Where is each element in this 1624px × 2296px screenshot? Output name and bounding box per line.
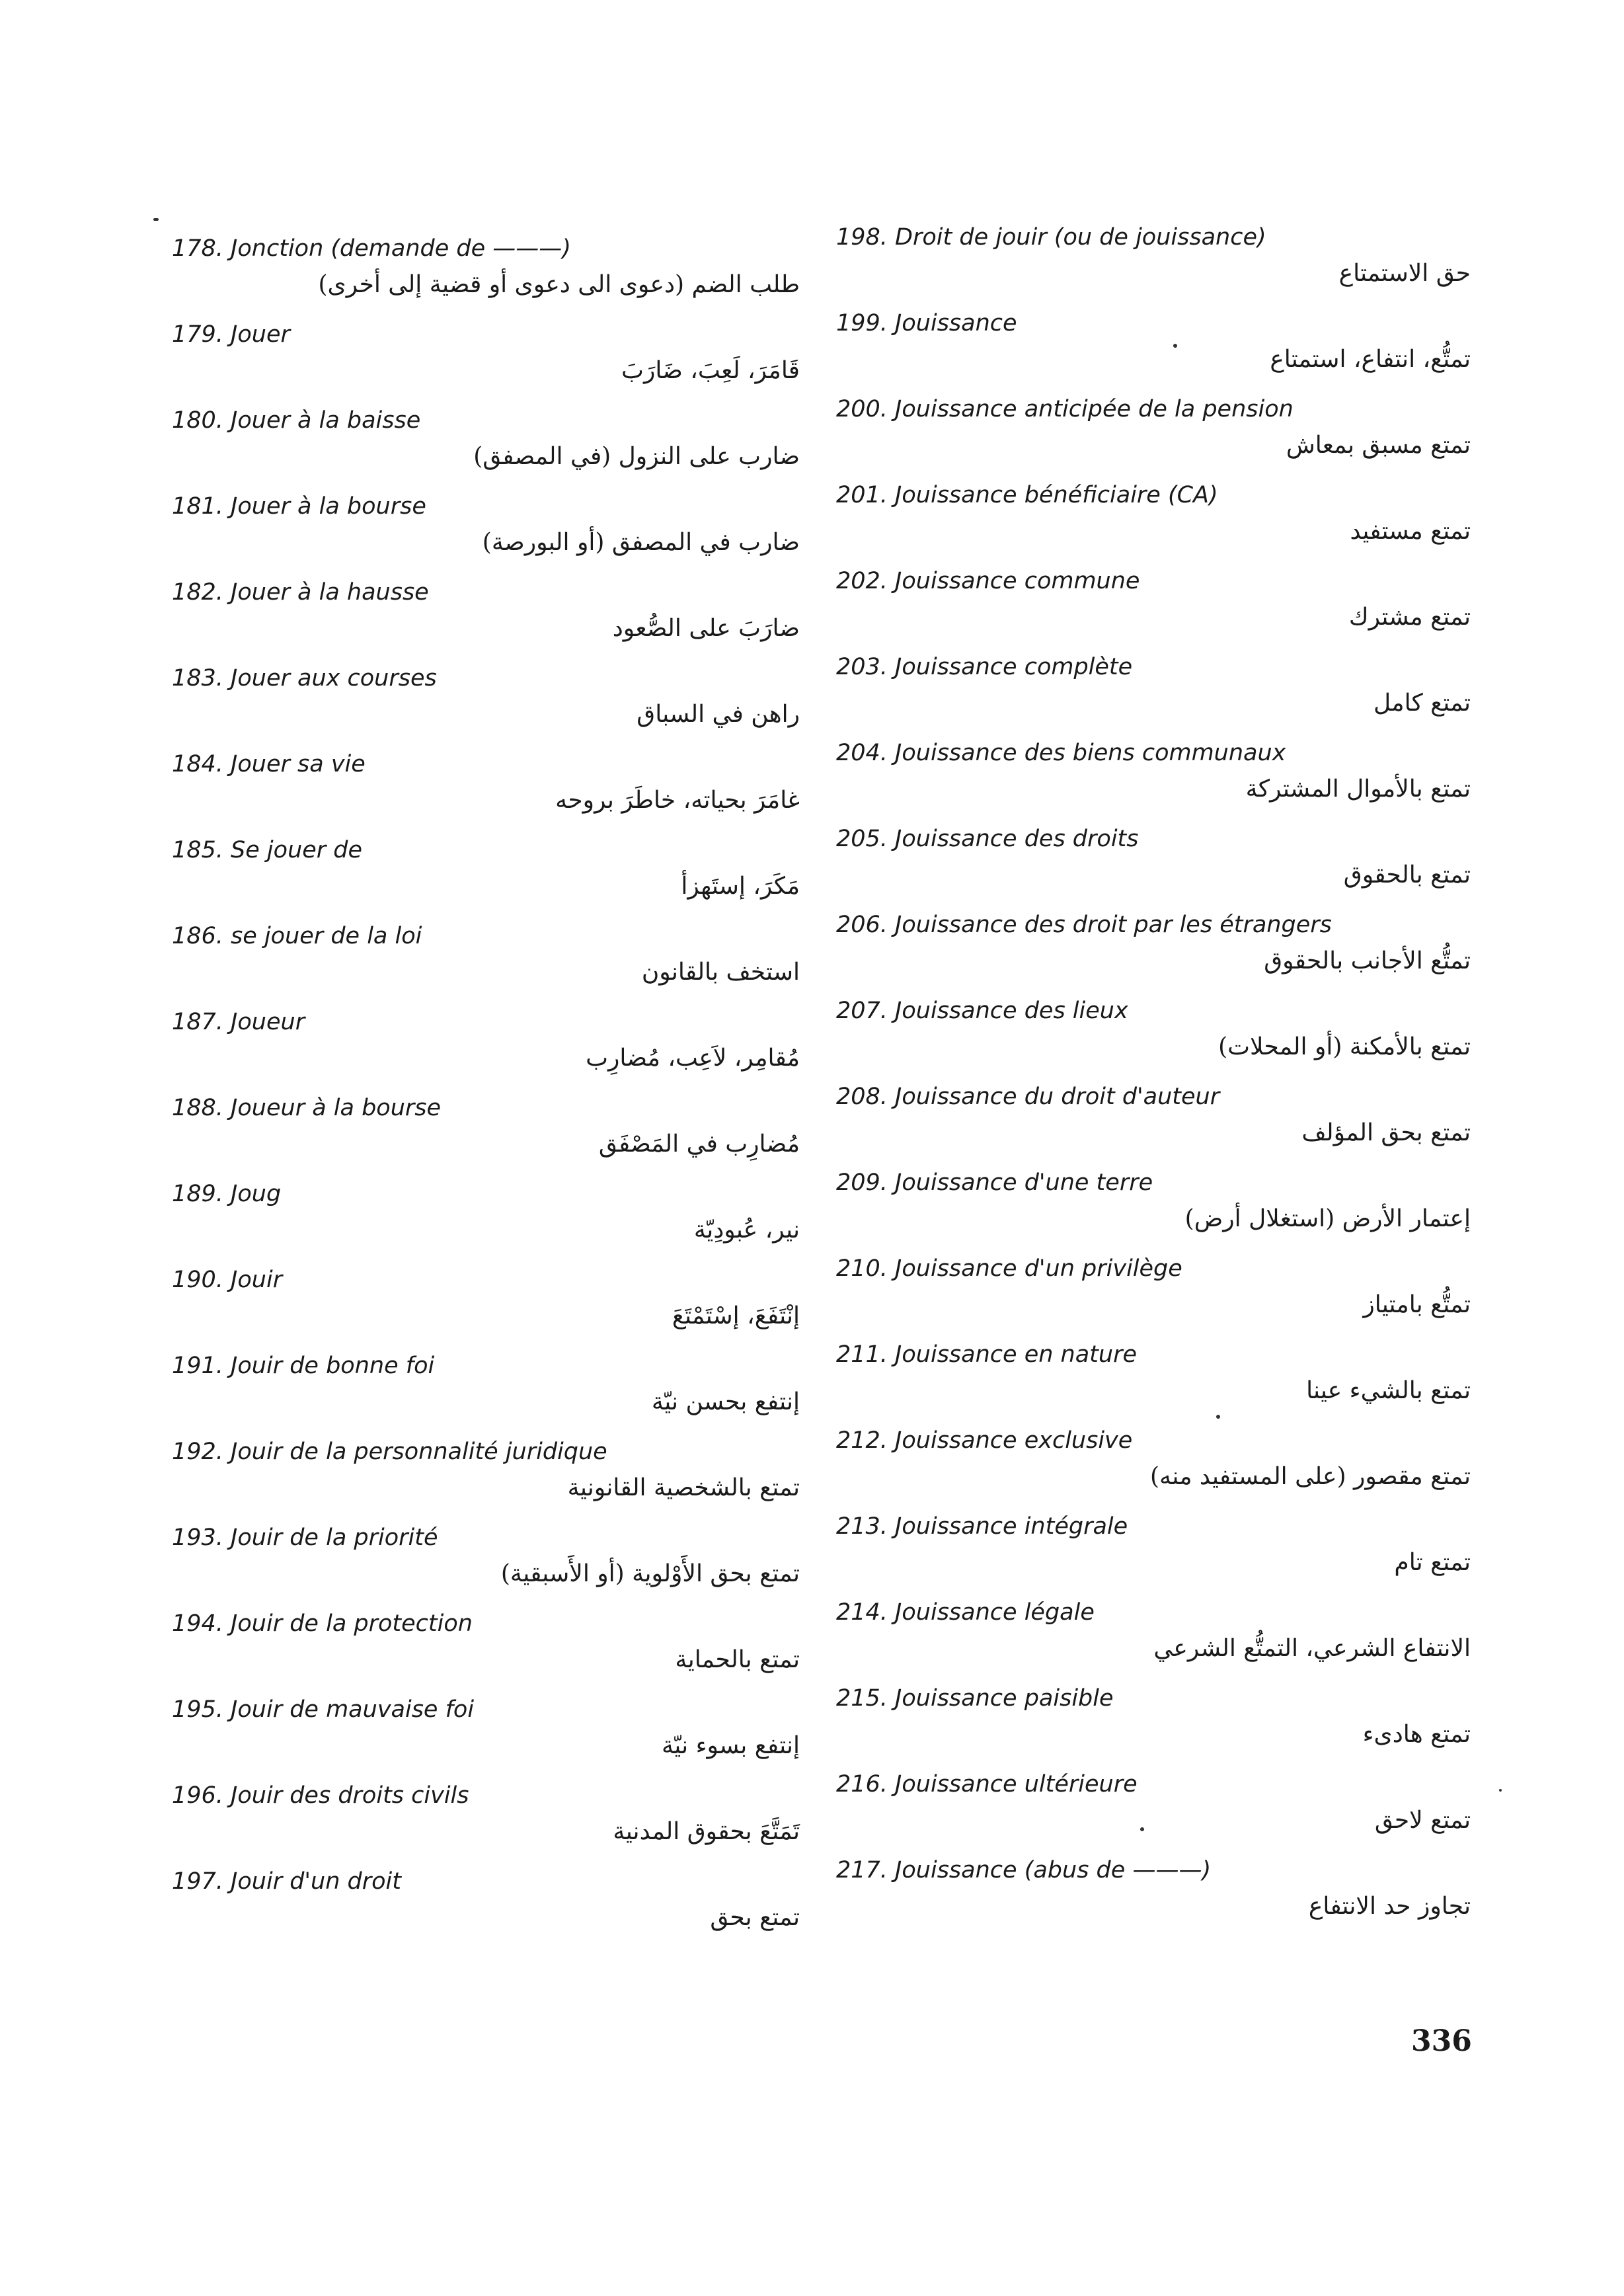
arabic-translation: تمتع مسبق بمعاش [1286,432,1471,459]
dictionary-entry [172,406,800,492]
dictionary-entry [172,1351,800,1437]
dictionary-entry [172,1523,800,1609]
dictionary-entry [172,922,800,1008]
french-term: 182. Jouer à la hausse [172,579,429,606]
arabic-translation: تمتُّع، انتفاع، استمتاع [1270,346,1471,373]
dictionary-entry [836,1168,1471,1254]
scan-speck [1173,344,1177,348]
arabic-translation: إنتفع بسوء نيّة [662,1732,800,1759]
arabic-translation: راهن في السباق [637,701,800,728]
arabic-translation: ضارَبَ على الصُّعود [612,615,800,642]
dictionary-entry [172,1867,800,1953]
dictionary-entry [172,1093,800,1179]
arabic-translation: تمتع لاحق [1374,1807,1471,1834]
french-term: 210. Jouissance d'un privilège [836,1255,1182,1282]
french-term: 194. Jouir de la protection [172,1610,473,1637]
french-term: 213. Jouissance intégrale [836,1513,1128,1540]
french-term: 181. Jouer à la bourse [172,493,426,520]
dictionary-entry [836,1512,1471,1598]
dictionary-entry [172,1008,800,1093]
arabic-translation: مُقامِر، لاَعِب، مُضارِب [586,1045,800,1072]
arabic-translation: تمتع مستفيد [1350,518,1471,545]
french-term: 211. Jouissance en nature [836,1341,1137,1368]
dictionary-entry [172,234,800,320]
french-term: 179. Jouer [172,321,290,348]
dictionary-entry [172,1437,800,1523]
arabic-translation: مُضارِب في المَصْفَق [598,1130,800,1158]
dictionary-entry [836,1856,1471,1942]
arabic-translation: إنتفع بحسن نيّة [651,1388,800,1415]
arabic-translation: تمتع بحق [710,1904,800,1931]
dictionary-entry [836,1426,1471,1512]
dictionary-entry [172,1179,800,1265]
french-term: 201. Jouissance bénéficiaire (CA) [836,482,1218,508]
french-term: 190. Jouir [172,1267,283,1293]
french-term: 193. Jouir de la priorité [172,1524,438,1551]
french-term: 192. Jouir de la personnalité juridique [172,1439,607,1465]
french-term: 183. Jouer aux courses [172,665,437,692]
arabic-translation: طلب الضم (دعوى الى دعوى أو قضية إلى أخرى) [318,271,800,298]
dictionary-entry [172,836,800,922]
arabic-translation: تمتع بالأمكنة (أو المحلات) [1218,1033,1471,1060]
arabic-translation: تمتع بحق المؤلف [1301,1119,1471,1146]
arabic-translation: تمتع بالشيء عينا [1306,1377,1471,1404]
dictionary-entry [836,738,1471,824]
arabic-translation: ضارب في المصفق (أو البورصة) [482,529,800,556]
arabic-translation: تمتُّع الأجانب بالحقوق [1264,947,1471,974]
french-term: 217. Jouissance (abus de ———) [836,1857,1212,1883]
arabic-translation: تمتع تام [1394,1549,1471,1576]
dictionary-entry [172,750,800,836]
arabic-translation: تمتع بالحماية [675,1646,800,1673]
arabic-translation: الانتفاع الشرعي، التمتُّع الشرعي [1153,1635,1471,1662]
scan-speck [153,218,159,221]
arabic-translation: مَكَرَ، إستَهزأ [681,873,800,900]
scan-speck [1140,1827,1144,1831]
french-term: 205. Jouissance des droits [836,826,1139,852]
arabic-translation: قَامَرَ، لَعِبَ، ضَارَبَ [621,357,800,384]
dictionary-entry [836,653,1471,738]
arabic-translation: تمتع مشترك [1348,604,1471,631]
arabic-translation: تمتع بالشخصية القانونية [567,1474,800,1501]
scan-speck [1499,1789,1502,1792]
dictionary-entry [836,223,1471,309]
french-term: 197. Jouir d'un droit [172,1868,402,1895]
french-term: 186. se jouer de la loi [172,923,422,949]
dictionary-entry [836,395,1471,481]
french-term: 207. Jouissance des lieux [836,998,1128,1024]
dictionary-entry [836,910,1471,996]
dictionary-entry [836,567,1471,653]
dictionary-entry [836,824,1471,910]
arabic-translation: ضارب على النزول (في المصفق) [473,443,800,470]
arabic-translation: تمتع كامل [1373,690,1471,717]
french-term: 214. Jouissance légale [836,1599,1095,1626]
dictionary-entry [836,1684,1471,1770]
dictionary-entry [836,309,1471,395]
french-term: 202. Jouissance commune [836,568,1140,594]
dictionary-entry [836,1082,1471,1168]
arabic-translation: حق الاستمتاع [1338,260,1471,287]
french-term: 206. Jouissance des droit par les étrangers [836,912,1332,938]
arabic-translation: إنْتَفَعَ، إسْتَمْتَعَ [672,1302,800,1329]
dictionary-entry [172,1781,800,1867]
dictionary-entry [836,1254,1471,1340]
french-term: 185. Se jouer de [172,837,363,863]
page-number: 336 [1411,2024,1472,2058]
french-term: 188. Joueur à la bourse [172,1095,442,1121]
dictionary-entry [836,1770,1471,1856]
french-term: 204. Jouissance des biens communaux [836,740,1286,766]
arabic-translation: إعتمار الأرض (استغلال أرض) [1184,1205,1471,1232]
scan-speck [1216,1415,1220,1419]
french-term: 187. Joueur [172,1009,305,1035]
dictionary-entry [172,1609,800,1695]
french-term: 195. Jouir de mauvaise foi [172,1696,475,1723]
french-term: 178. Jonction (demande de ———) [172,235,571,262]
french-term: 196. Jouir des droits civils [172,1782,469,1809]
french-term: 198. Droit de jouir (ou de jouissance) [836,224,1266,251]
arabic-translation: تمتع بالأموال المشتركة [1245,775,1471,803]
dictionary-entry [172,578,800,664]
arabic-translation: تَمَتَّعَ بحقوق المدنية [613,1818,800,1845]
french-term: 200. Jouissance anticipée de la pension [836,396,1294,422]
arabic-translation: تمتع مقصور (على المستفيد منه) [1150,1463,1471,1490]
dictionary-entry [836,1340,1471,1426]
arabic-translation: تمتُّع بامتياز [1363,1291,1471,1318]
arabic-translation: تمتع بحق الأَوْلوية (أو الأَسبقية) [500,1560,800,1587]
arabic-translation: تمتع هادىء [1362,1721,1471,1748]
french-term: 212. Jouissance exclusive [836,1427,1133,1454]
french-term: 180. Jouer à la baisse [172,407,421,434]
dictionary-entry [172,1695,800,1781]
arabic-translation: نير، عُبودِيّة [693,1216,800,1244]
dictionary-entry [836,996,1471,1082]
arabic-translation: تمتع بالحقوق [1343,861,1471,889]
arabic-translation: غامَرَ بحياته، خاطَرَ بروحه [555,787,800,814]
french-term: 215. Jouissance paisible [836,1685,1114,1712]
french-term: 199. Jouissance [836,310,1017,336]
french-term: 191. Jouir de bonne foi [172,1353,435,1379]
dictionary-entry [172,664,800,750]
french-term: 189. Joug [172,1181,282,1207]
french-term: 209. Jouissance d'une terre [836,1169,1153,1196]
dictionary-entry [836,1598,1471,1684]
french-term: 203. Jouissance complète [836,654,1133,680]
french-term: 208. Jouissance du droit d'auteur [836,1084,1220,1110]
arabic-translation: استخف بالقانون [641,959,800,986]
dictionary-entry [172,320,800,406]
dictionary-entry [172,492,800,578]
arabic-translation: تجاوز حد الانتفاع [1308,1893,1471,1920]
french-term: 216. Jouissance ultérieure [836,1771,1138,1798]
french-term: 184. Jouer sa vie [172,751,366,777]
dictionary-entry [836,481,1471,567]
dictionary-entry [172,1265,800,1351]
